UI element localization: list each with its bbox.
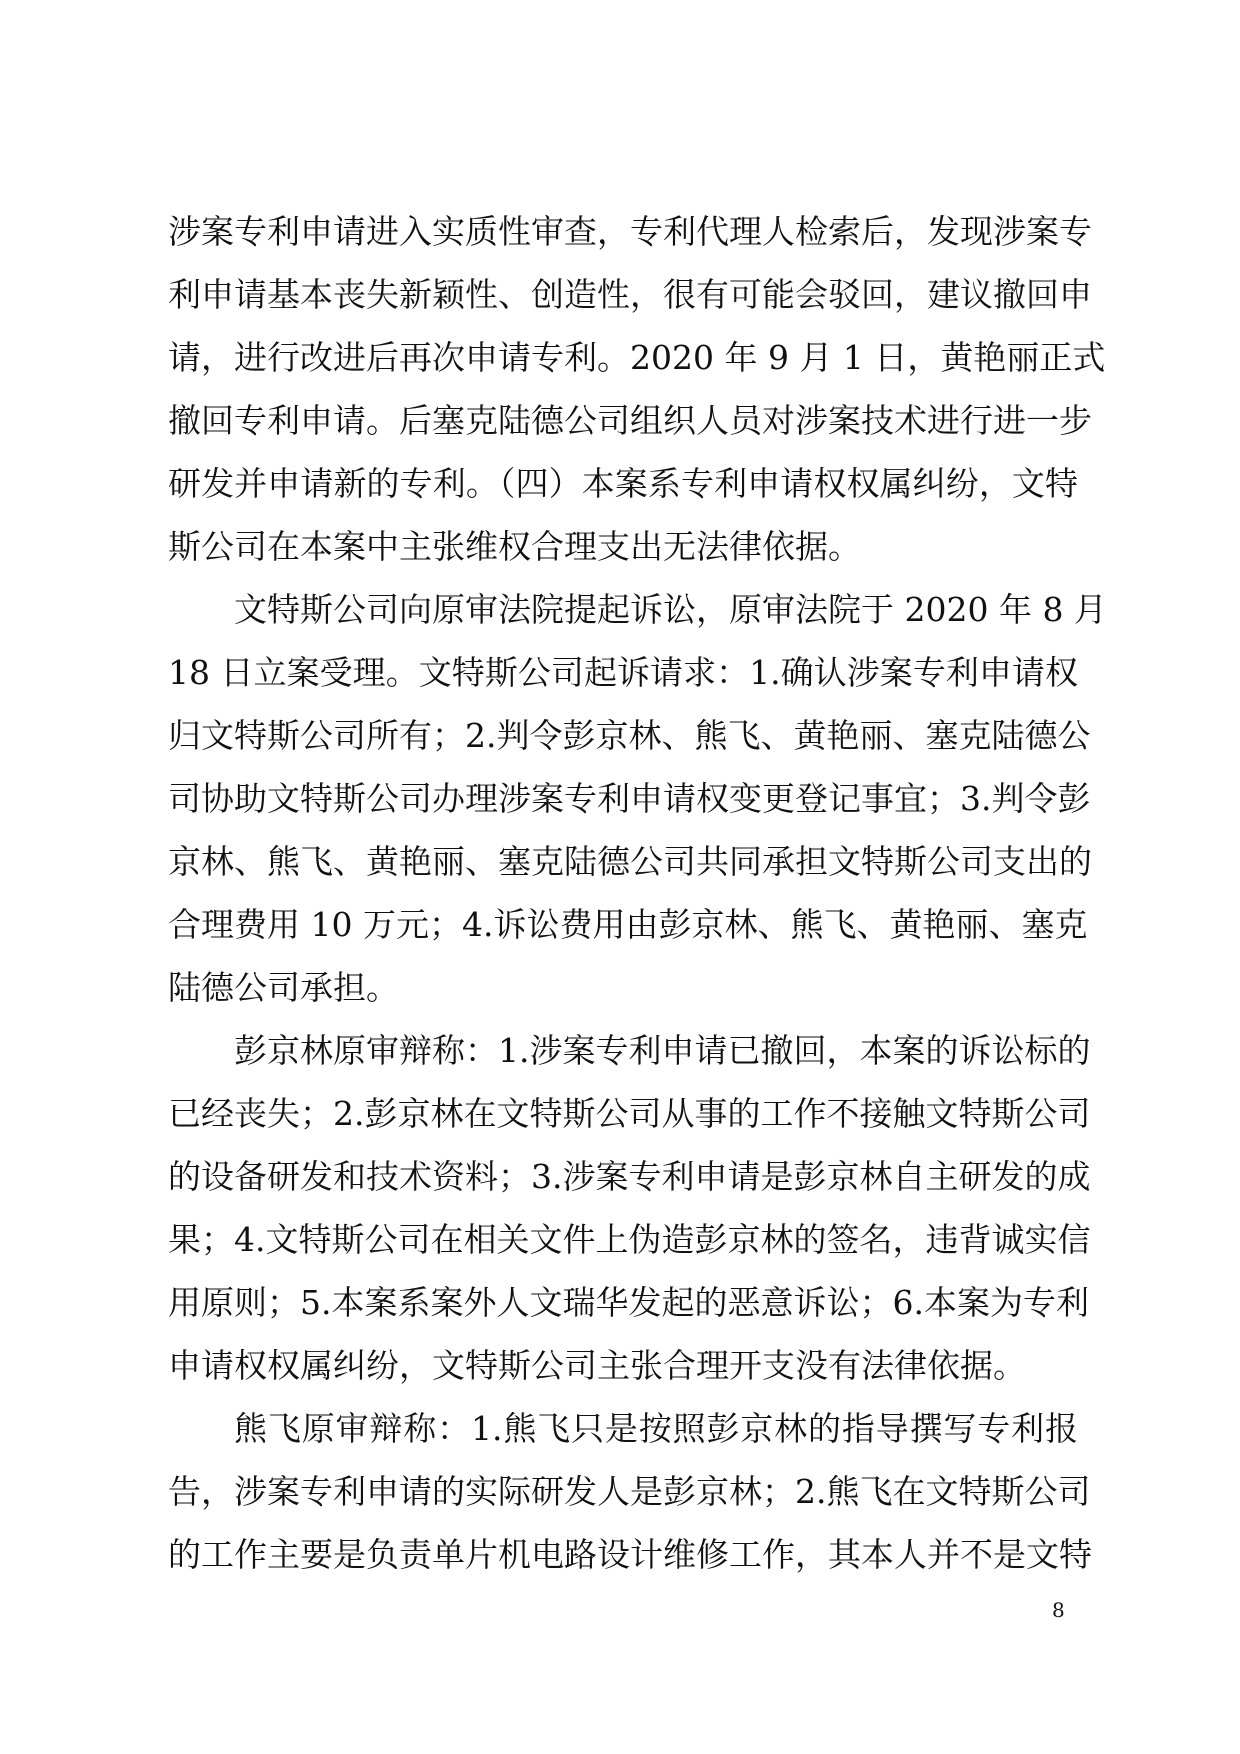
text-line: 合理费用 10 万元；4.诉讼费用由彭京林、熊飞、黄艳丽、塞克 xyxy=(168,905,1088,944)
text-line: 用原则；5.本案系案外人文瑞华发起的恶意诉讼；6.本案为专利 xyxy=(168,1283,1089,1322)
text-line: 彭京林原审辩称：1.涉案专利申请已撤回，本案的诉讼标的 xyxy=(234,1031,1091,1070)
text-line: 告，涉案专利申请的实际研发人是彭京林；2.熊飞在文特斯公司 xyxy=(168,1472,1091,1511)
body-text xyxy=(168,200,1107,1586)
text-line: 京林、熊飞、黄艳丽、塞克陆德公司共同承担文特斯公司支出的 xyxy=(168,842,1092,881)
text-line: 18 日立案受理。文特斯公司起诉请求：1.确认涉案专利申请权 xyxy=(168,653,1078,692)
text-line: 斯公司在本案中主张维权合理支出无法律依据。 xyxy=(168,527,861,566)
text-line: 撤回专利申请。后塞克陆德公司组织人员对涉案技术进行进一步 xyxy=(168,401,1092,440)
text-line: 已经丧失；2.彭京林在文特斯公司从事的工作不接触文特斯公司 xyxy=(168,1094,1091,1133)
text-line: 的工作主要是负责单片机电路设计维修工作，其本人并不是文特 xyxy=(168,1535,1092,1574)
text-line: 文特斯公司向原审法院提起诉讼，原审法院于 2020 年 8 月 xyxy=(234,590,1107,629)
text-line: 果；4.文特斯公司在相关文件上伪造彭京林的签名，违背诚实信 xyxy=(168,1220,1091,1259)
text-line: 的设备研发和技术资料；3.涉案专利申请是彭京林自主研发的成 xyxy=(168,1157,1091,1196)
text-line: 研发并申请新的专利。（四）本案系专利申请权权属纠纷，文特 xyxy=(168,464,1078,503)
text-line: 陆德公司承担。 xyxy=(168,968,399,1007)
text-line: 司协助文特斯公司办理涉案专利申请权变更登记事宜；3.判令彭 xyxy=(168,779,1091,818)
page-number: 8 xyxy=(1052,1598,1065,1622)
text-line: 熊飞原审辩称：1.熊飞只是按照彭京林的指导撰写专利报 xyxy=(234,1409,1078,1448)
text-line: 利申请基本丧失新颖性、创造性，很有可能会驳回，建议撤回申 xyxy=(168,275,1092,314)
text-line: 归文特斯公司所有；2.判令彭京林、熊飞、黄艳丽、塞克陆德公 xyxy=(168,716,1091,755)
text-line: 申请权权属纠纷，文特斯公司主张合理开支没有法律依据。 xyxy=(168,1346,1026,1385)
text-line: 涉案专利申请进入实质性审查，专利代理人检索后，发现涉案专 xyxy=(168,212,1092,251)
text-line: 请，进行改进后再次申请专利。2020 年 9 月 1 日，黄艳丽正式 xyxy=(168,338,1106,377)
